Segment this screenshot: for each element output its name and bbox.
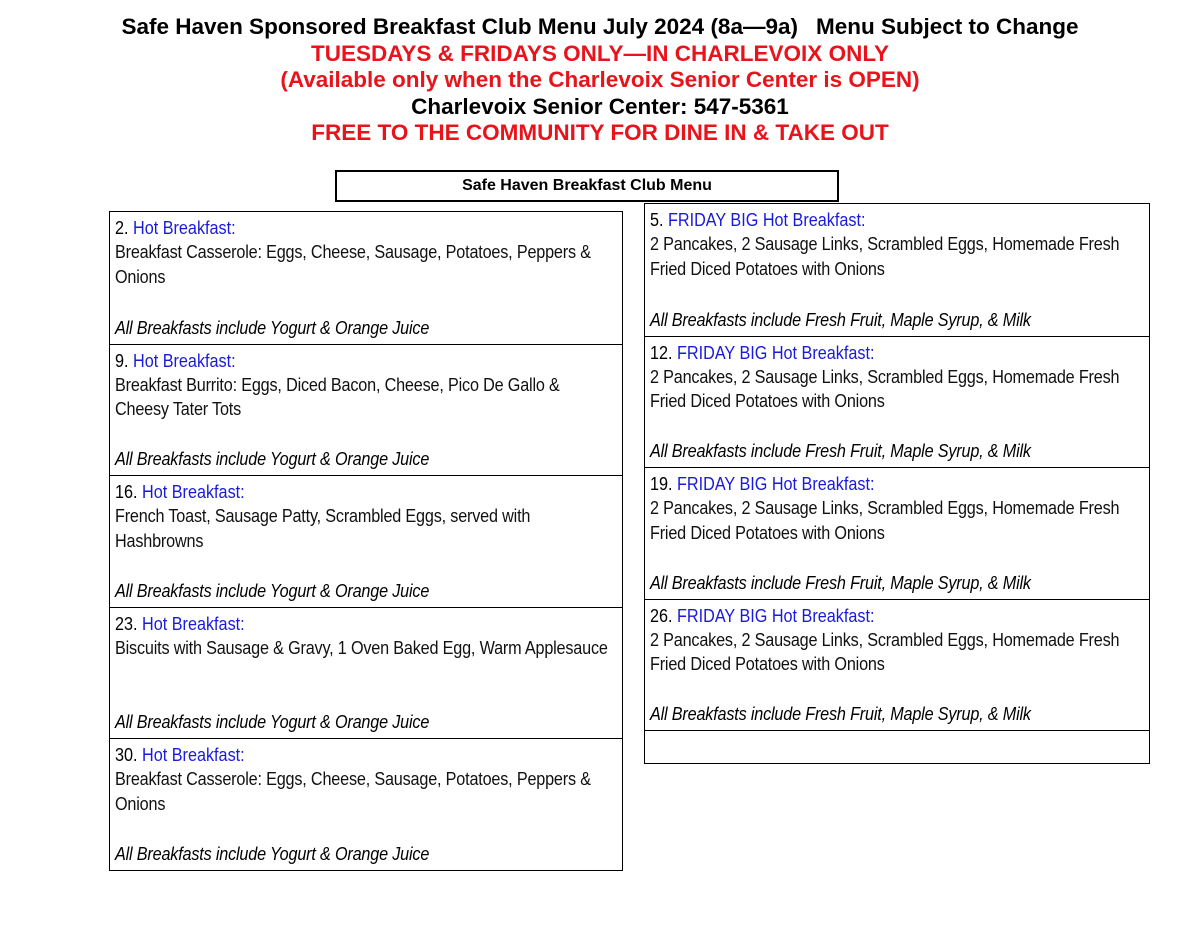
header-free-notice: FREE TO THE COMMUNITY FOR DINE IN & TAKE OUT <box>311 120 889 145</box>
entry-heading <box>650 604 1149 628</box>
entry-date: 16. <box>115 482 143 503</box>
entry-includes <box>115 579 464 603</box>
entry-heading <box>115 743 622 767</box>
entry-type: FRIDAY BIG Hot Breakfast: <box>668 210 866 230</box>
entry-type: Hot Breakfast: <box>142 482 245 503</box>
header-availability-notice: (Available only when the Charlevoix Senior Center is OPEN) <box>280 67 920 92</box>
entry-heading <box>650 472 1149 496</box>
entry-includes-text: All Breakfasts include Yogurt & Orange Juice <box>115 843 430 864</box>
entry-type: FRIDAY BIG Hot Breakfast: <box>677 474 875 495</box>
menu-entry <box>645 599 1149 731</box>
entry-includes <box>650 439 1073 463</box>
entry-type: Hot Breakfast: <box>133 350 236 371</box>
header-phone: Charlevoix Senior Center: 547-5361 <box>411 93 789 119</box>
entry-date: 26. <box>650 605 678 626</box>
entry-includes-text: All Breakfasts include Fresh Fruit, Maple Syrup, & Milk <box>650 572 1031 593</box>
entry-includes-text: All Breakfasts include Fresh Fruit, Maple Syrup, & Milk <box>650 704 1031 725</box>
menu-entry <box>110 607 622 739</box>
entry-description: Breakfast Casserole: Eggs, Cheese, Sausage, Potatoes, Peppers & Onions <box>115 242 591 287</box>
menu-entry <box>645 336 1149 468</box>
entry-date: 23. <box>115 613 143 634</box>
menu-entry <box>110 212 622 344</box>
menu-entry <box>645 204 1149 336</box>
entry-heading <box>115 612 622 636</box>
menu-entry <box>110 738 622 870</box>
entry-includes-text: All Breakfasts include Yogurt & Orange Juice <box>115 449 430 470</box>
entry-heading <box>650 341 1149 365</box>
friday-menu-column <box>644 203 1150 764</box>
entry-date: 5. <box>650 210 669 230</box>
entry-includes <box>115 710 464 734</box>
entry-includes-text: All Breakfasts include Yogurt & Orange Juice <box>115 317 430 338</box>
entry-heading <box>115 480 622 504</box>
header-title-note: Menu Subject to Change <box>815 14 1079 39</box>
entry-date: 30. <box>115 745 143 766</box>
menu-title: Safe Haven Breakfast Club Menu <box>335 170 839 202</box>
entry-description: Biscuits with Sausage & Gravy, 1 Oven Baked Egg, Warm Applesauce <box>115 637 608 658</box>
entry-includes <box>115 842 464 866</box>
header-title <box>0 14 1200 41</box>
entry-type: FRIDAY BIG Hot Breakfast: <box>677 342 875 363</box>
entry-date: 19. <box>650 474 678 495</box>
entry-includes-text: All Breakfasts include Fresh Fruit, Maple Syrup, & Milk <box>650 441 1031 462</box>
entry-description: Breakfast Casserole: Eggs, Cheese, Sausage, Potatoes, Peppers & Onions <box>115 769 591 814</box>
entry-type: FRIDAY BIG Hot Breakfast: <box>677 605 875 626</box>
header-title-main: Safe Haven Sponsored Breakfast Club Menu July 2024 (8a—9a) <box>121 14 798 39</box>
menu-entry <box>110 475 622 607</box>
entry-includes <box>650 702 1073 726</box>
entry-date: 9. <box>115 350 134 371</box>
entry-date: 12. <box>650 342 678 363</box>
entry-heading <box>115 216 622 240</box>
entry-date: 2. <box>115 218 134 238</box>
entry-includes-text: All Breakfasts include Yogurt & Orange Juice <box>115 580 430 601</box>
entry-includes <box>650 308 1073 332</box>
menu-entry <box>645 467 1149 599</box>
entry-type: Hot Breakfast: <box>142 613 245 634</box>
entry-includes-text: All Breakfasts include Yogurt & Orange Juice <box>115 712 430 733</box>
entry-type: Hot Breakfast: <box>133 218 236 238</box>
entry-includes <box>650 571 1073 595</box>
empty-menu-entry <box>645 730 1149 763</box>
entry-description: 2 Pancakes, 2 Sausage Links, Scrambled Eggs, Homemade Fresh Fried Diced Potatoes with Onions <box>650 629 1120 675</box>
entry-includes <box>115 447 464 471</box>
entry-description: Breakfast Burrito: Eggs, Diced Bacon, Cheese, Pico De Gallo & Cheesy Tater Tots <box>115 374 560 420</box>
entry-type: Hot Breakfast: <box>142 745 245 766</box>
entry-description: 2 Pancakes, 2 Sausage Links, Scrambled Eggs, Homemade Fresh Fried Diced Potatoes with Onions <box>650 498 1120 543</box>
header-days-notice: TUESDAYS & FRIDAYS ONLY—IN CHARLEVOIX ONLY <box>310 40 890 66</box>
entry-description: 2 Pancakes, 2 Sausage Links, Scrambled Eggs, Homemade Fresh Fried Diced Potatoes with Onions <box>650 366 1120 412</box>
entry-includes-text: All Breakfasts include Fresh Fruit, Maple Syrup, & Milk <box>650 309 1031 330</box>
entry-heading <box>115 349 622 373</box>
tuesday-menu-column <box>109 211 623 871</box>
entry-description: 2 Pancakes, 2 Sausage Links, Scrambled Eggs, Homemade Fresh Fried Diced Potatoes with Onions <box>650 234 1120 279</box>
flyer-header <box>0 14 1200 147</box>
entry-description: French Toast, Sausage Patty, Scrambled Eggs, served with Hashbrowns <box>115 506 531 551</box>
entry-heading <box>650 208 1149 232</box>
entry-includes <box>115 316 464 340</box>
menu-entry <box>110 344 622 476</box>
